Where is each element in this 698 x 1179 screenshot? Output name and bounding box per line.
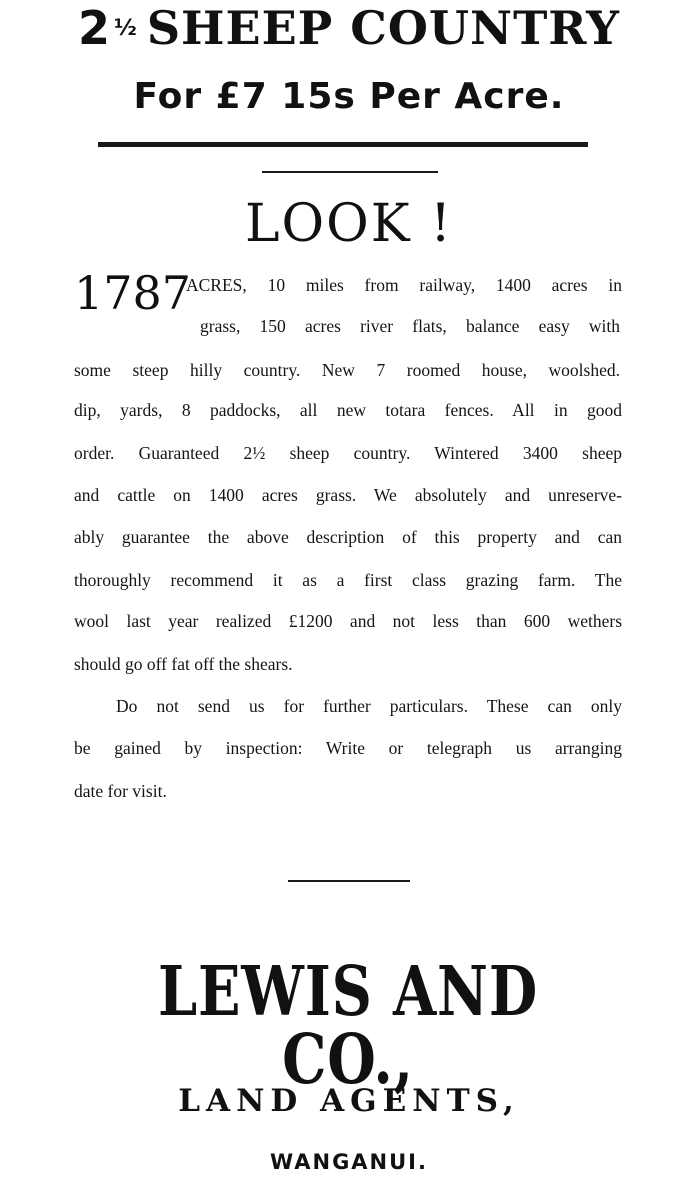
- company-location: WANGANUI.: [270, 1150, 428, 1174]
- acreage-number: 1787: [74, 266, 192, 320]
- headline-fraction-part: ½: [114, 15, 137, 41]
- thick-divider: [98, 142, 588, 147]
- body-line: be gained by inspection: Write or telegraph us arranging: [74, 738, 622, 758]
- body-line: ably guarantee the above description of this property and can: [74, 527, 622, 547]
- body-line: grass, 150 acres river flats, balance easy with: [200, 316, 620, 336]
- headline-text: SHEEP COUNTRY: [146, 1, 620, 55]
- body-line: date for visit.: [74, 781, 167, 801]
- company-role: LAND AGENTS,: [178, 1083, 520, 1119]
- body-line: ACRES, 10 miles from railway, 1400 acres in: [186, 275, 622, 295]
- body-line: should go off fat off the shears.: [74, 654, 293, 674]
- short-divider: [288, 880, 410, 882]
- price-line: For £7 15s Per Acre.: [133, 76, 565, 117]
- body-line: dip, yards, 8 paddocks, all new totara fences. All in good: [74, 400, 622, 420]
- headline: [0, 0, 698, 56]
- thin-divider: [262, 171, 438, 173]
- body-line: thoroughly recommend it as a first class grazing farm. The: [74, 570, 622, 590]
- body-line: wool last year realized £1200 and not less than 600 wethers: [74, 611, 622, 631]
- headline-fraction-whole: 2: [78, 1, 111, 55]
- look-heading: LOOK !: [244, 194, 454, 254]
- body-line: order. Guaranteed 2½ sheep country. Wintered 3400 sheep: [74, 443, 622, 463]
- company-name: LEWIS AND CO.,: [157, 952, 539, 1100]
- body-line: Do not send us for further particulars. These can only: [116, 696, 622, 716]
- body-line: some steep hilly country. New 7 roomed house, woolshed.: [74, 360, 620, 380]
- body-line: and cattle on 1400 acres grass. We absolutely and unreserve-: [74, 485, 622, 505]
